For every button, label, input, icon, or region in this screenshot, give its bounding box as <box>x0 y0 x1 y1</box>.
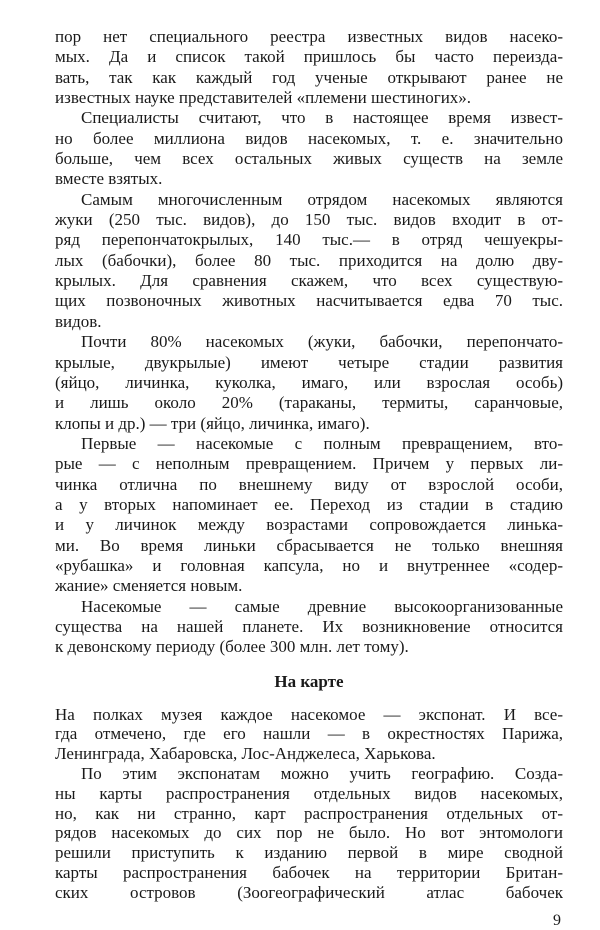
paragraph <box>55 434 563 597</box>
text-line: гда отмечено, где его нашли — в окрестностях Парижа, <box>55 724 563 744</box>
text-line: Самым многочисленным отрядом насекомых являются <box>81 189 563 209</box>
text-line: По этим экспонатам можно учить географию. Созда- <box>81 764 563 784</box>
text-line: мых. Да и список такой пришлось бы часто переизда- <box>55 47 563 67</box>
text-line: ны карты распространения отдельных видов насекомых, <box>55 783 563 803</box>
text-line: карты распространения бабочек на территории Британ- <box>55 863 563 883</box>
text-line: но, как ни странно, карт распространения отдельных от- <box>55 803 563 823</box>
text-line: ряд перепончатокрылых, 140 тыс.— в отряд чешуекры- <box>55 230 563 250</box>
text-line: пор нет специального реестра известных видов насеко- <box>55 27 563 46</box>
page-number: 9 <box>553 911 561 929</box>
text-line: и у личинок между возрастами сопровождается линька- <box>55 515 563 535</box>
paragraph <box>55 332 563 434</box>
text-line: больше, чем всех остальных живых существ на земле <box>55 149 563 169</box>
text-line: жание» сменяется новым. <box>55 576 243 596</box>
section-heading: На карте <box>274 671 344 691</box>
section-on-the-map <box>55 705 563 903</box>
text-line: Почти 80% насекомых (жуки, бабочки, перепончато- <box>81 332 563 352</box>
text-line: рые — с неполным превращением. Причем у первых ли- <box>55 454 563 474</box>
text-line: рядов насекомых до сих пор не было. Но вот энтомологи <box>55 823 563 843</box>
paragraph <box>55 705 563 764</box>
text-line: жуки (250 тыс. видов), до 150 тыс. видов входит в от- <box>55 210 563 230</box>
text-line: а у вторых напоминает ее. Переход из стадии в стадию <box>55 494 563 514</box>
text-line: крылых. Для сравнения скажем, что всех существую- <box>55 271 563 291</box>
text-line: существа на нашей планете. Их возникновение относится <box>55 616 563 636</box>
book-page <box>55 27 563 930</box>
text-line: чинка отлична по внешнему виду от взрослой особи, <box>55 474 563 494</box>
text-line: (яйцо, личинка, куколка, имаго, или взрослая особь) <box>55 372 563 392</box>
paragraph <box>55 108 563 189</box>
text-line: «рубашка» и головная капсула, но и внутреннее «содер- <box>55 555 563 575</box>
text-line: щих позвоночных животных насчитывается едва 70 тыс. <box>55 291 563 311</box>
paragraph <box>55 764 563 903</box>
paragraph <box>55 27 563 108</box>
text-line: ми. Во время линьки сбрасывается не только внешняя <box>55 535 563 555</box>
text-line: вместе взятых. <box>55 169 163 189</box>
text-line: клопы и др.) — три (яйцо, личинка, имаго). <box>55 413 370 433</box>
text-line: ских островов (Зоогеографический атлас бабочек <box>55 882 563 902</box>
text-line: крылые, двукрылые) имеют четыре стадии развития <box>55 352 563 372</box>
text-line: Специалисты считают, что в настоящее время извест- <box>81 108 563 128</box>
text-line: вать, так как каждый год ученые открывают ранее не <box>55 67 563 87</box>
text-line: известных науке представителей «племени шестиногих». <box>55 88 472 108</box>
text-line: Первые — насекомые с полным превращением, вто- <box>81 433 563 453</box>
text-line: но более миллиона видов насекомых, т. е. значительно <box>55 128 563 148</box>
text-line: к девонскому периоду (более 300 млн. лет тому). <box>55 637 409 657</box>
text-line: Насекомые — самые древние высокоорганизованные <box>81 596 563 616</box>
section-intro <box>55 27 563 658</box>
paragraph <box>55 190 563 332</box>
text-line: видов. <box>55 311 102 331</box>
text-line: На полках музея каждое насекомое — экспонат. И все- <box>55 704 563 724</box>
paragraph <box>55 597 563 658</box>
text-line: Ленинграда, Хабаровска, Лос-Анджелеса, Харькова. <box>55 744 436 764</box>
text-line: решили приступить к изданию первой в мире сводной <box>55 843 563 863</box>
text-line: и лишь около 20% (тараканы, термиты, саранчовые, <box>55 393 563 413</box>
text-line: лых (бабочки), более 80 тыс. приходится на долю дву- <box>55 250 563 270</box>
